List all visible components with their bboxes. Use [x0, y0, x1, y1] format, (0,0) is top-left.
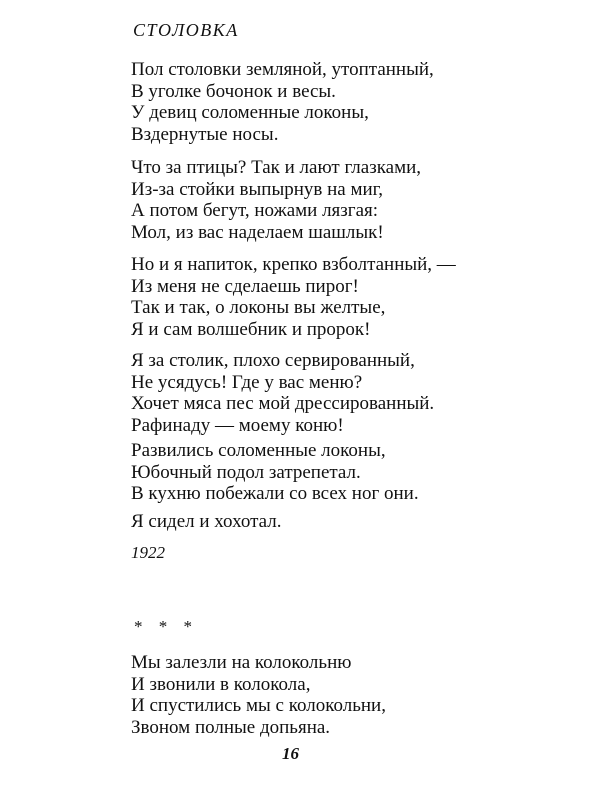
poem-line: А потом бегут, ножами лязгая:	[131, 200, 379, 221]
poem-line: И спустились мы с колокольни,	[131, 695, 386, 716]
poem-line: В уголке бочонок и весы.	[131, 80, 336, 102]
poem-line: Так и так, о локоны вы желтые,	[131, 297, 386, 318]
poem-line: Я сидел и хохотал.	[131, 511, 282, 532]
poem-line: Я и сам волшебник и пророк!	[131, 318, 371, 340]
stanza-4	[131, 350, 434, 436]
stanza-poem2-1	[131, 652, 386, 738]
poem-line: Мы залезли на колокольню	[131, 652, 352, 673]
poem-line: Мол, из вас наделаем шашлык!	[131, 221, 384, 243]
stanza-6	[131, 511, 281, 533]
poem-line: Юбочный подол затрепетал.	[131, 461, 361, 483]
poem-line: Что за птицы? Так и лают глазками,	[131, 157, 422, 178]
poem-line: Звоном полные допьяна.	[131, 716, 331, 738]
poem-line: Вздернутые носы.	[131, 123, 279, 145]
poem-line: У девиц соломенные локоны,	[131, 102, 369, 123]
poem-line: Я за столик, плохо сервированный,	[131, 350, 415, 371]
poem-title: СТОЛОВКА	[133, 20, 239, 40]
stanza-5	[131, 440, 419, 505]
stanza-3	[131, 254, 456, 340]
stanza-2	[131, 157, 421, 243]
poem-line: И звонили в колокола,	[131, 673, 311, 695]
stanza-1	[131, 59, 434, 145]
poem-line: Но и я напиток, крепко взболтанный, —	[131, 254, 456, 275]
poem-line: Не усядусь! Где у вас меню?	[131, 371, 363, 393]
poem-line: Развились соломенные локоны,	[131, 440, 386, 461]
poem-line: В кухню побежали со всех ног они.	[131, 483, 419, 504]
poem-year: 1922	[131, 543, 165, 562]
poem-line: Из-за стойки выпырнув на миг,	[131, 178, 384, 200]
poem-line: Из меня не сделаешь пирог!	[131, 275, 359, 297]
poem-line: Рафинаду — моему коню!	[131, 414, 344, 436]
section-separator: * * *	[134, 617, 198, 636]
poem-line: Пол столовки земляной, утоптанный,	[131, 59, 434, 80]
poem-line: Хочет мяса пес мой дрессированный.	[131, 393, 435, 414]
page-number: 16	[282, 744, 299, 763]
